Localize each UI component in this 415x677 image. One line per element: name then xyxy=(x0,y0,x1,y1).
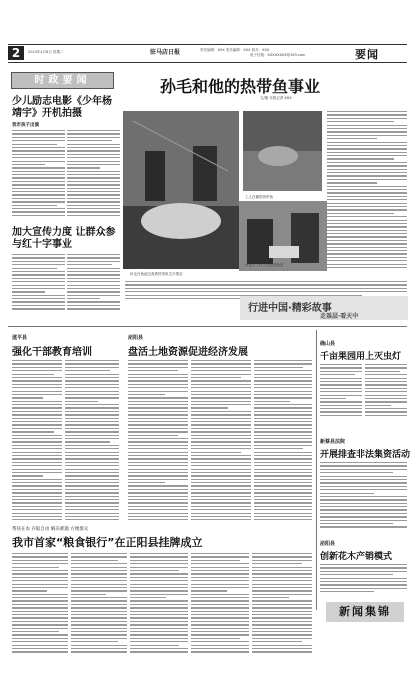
lead-photo-netting xyxy=(243,111,322,191)
redcross-text-col1 xyxy=(12,254,65,314)
masthead-rule-top xyxy=(8,44,407,45)
lead-photo-workers xyxy=(239,201,327,271)
bank-kicker: 帮扶在农 存取自由 解决难题 方便群众 xyxy=(12,527,89,532)
workers-photo-art xyxy=(239,201,327,271)
masthead-rule-bottom xyxy=(8,62,407,63)
cadre-headline: 强化干部教育培训 xyxy=(12,347,92,358)
bank-text-col2 xyxy=(71,553,127,655)
bank-text-col1 xyxy=(12,553,68,655)
wheat-text-col1 xyxy=(320,364,362,420)
promo-subtitle: 走基层·看天中 xyxy=(320,313,359,320)
news-digest-banner: 新闻集锦 xyxy=(326,602,404,622)
section-banner: 时政要闻 xyxy=(11,72,114,89)
campaign-headline: 开展排查非法集资活动 xyxy=(320,450,411,460)
wheat-text-col2 xyxy=(365,364,407,420)
fishpond-photo-art xyxy=(123,111,239,269)
promo-banner xyxy=(240,296,408,320)
lead-right-column xyxy=(327,111,407,269)
flower-kicker: 泌阳县 xyxy=(320,541,336,547)
land-headline: 盘活土地资源促进经济发展 xyxy=(128,347,248,358)
newspaper-logo: 驻马店日报 xyxy=(150,49,181,56)
land-text-col1 xyxy=(128,360,188,520)
land-kicker: 泌阳县 xyxy=(128,335,144,341)
movie-text-col1 xyxy=(12,130,65,220)
promo-title: 行进中国·精彩故事 xyxy=(248,303,332,314)
redcross-headline: 加大宣传力度 让群众参与红十字事业 xyxy=(12,227,116,250)
email-info: 电子信箱：XXXXXXXX@163.com xyxy=(250,53,306,57)
bank-headline: 我市首家“粮食银行”在正阳县挂牌成立 xyxy=(12,536,203,549)
flower-text xyxy=(320,564,407,598)
lead-byline: 文/图 本报记者 XXX xyxy=(260,96,292,100)
bank-text-col4 xyxy=(191,553,249,655)
flower-headline: 创新花木产销模式 xyxy=(320,552,393,562)
cadre-text-col2 xyxy=(65,360,119,520)
bank-text-col3 xyxy=(130,553,188,655)
land-text-col2 xyxy=(191,360,251,520)
netting-photo-art xyxy=(243,111,322,191)
date-line: 2014年4月8日 星期二 xyxy=(28,50,64,54)
editor-info: 责任编辑：XXX 美术编辑：XXX 校对：XXX xyxy=(200,48,270,52)
redcross-text-col2 xyxy=(67,254,120,314)
movie-headline: 少儿励志电影《少年杨靖宇》开机拍摄 xyxy=(12,96,112,119)
wheat-headline: 千亩果园用上灭虫灯 xyxy=(320,352,402,362)
movie-subtitle: 我市孩子出演 xyxy=(12,123,39,128)
divider-middle xyxy=(8,326,407,327)
lead-photo-caption-1: 孙毛在鱼池边查看热带鱼生长情况 xyxy=(130,272,183,276)
section-title: 要闻 xyxy=(355,48,379,61)
lead-photo-fishpond xyxy=(123,111,239,269)
wheat-kicker: 确山县 xyxy=(320,341,336,347)
campaign-kicker: 新蔡县法院 xyxy=(320,439,346,445)
campaign-text xyxy=(320,462,407,532)
lead-photo-caption-2: 工人在捕捞热带鱼 xyxy=(245,195,273,199)
movie-text-col2 xyxy=(67,130,120,220)
cadre-text-col1 xyxy=(12,360,62,520)
page-number: 2 xyxy=(8,46,24,60)
land-text-col3 xyxy=(254,360,312,520)
lead-photo-caption-3: 孙毛与工作人员检查鱼苗 xyxy=(245,263,284,267)
bank-text-col5 xyxy=(252,553,312,655)
cadre-kicker: 遂平县 xyxy=(12,335,28,341)
divider-right-column xyxy=(316,330,317,610)
lead-headline: 孙毛和他的热带鱼事业 xyxy=(160,77,321,96)
